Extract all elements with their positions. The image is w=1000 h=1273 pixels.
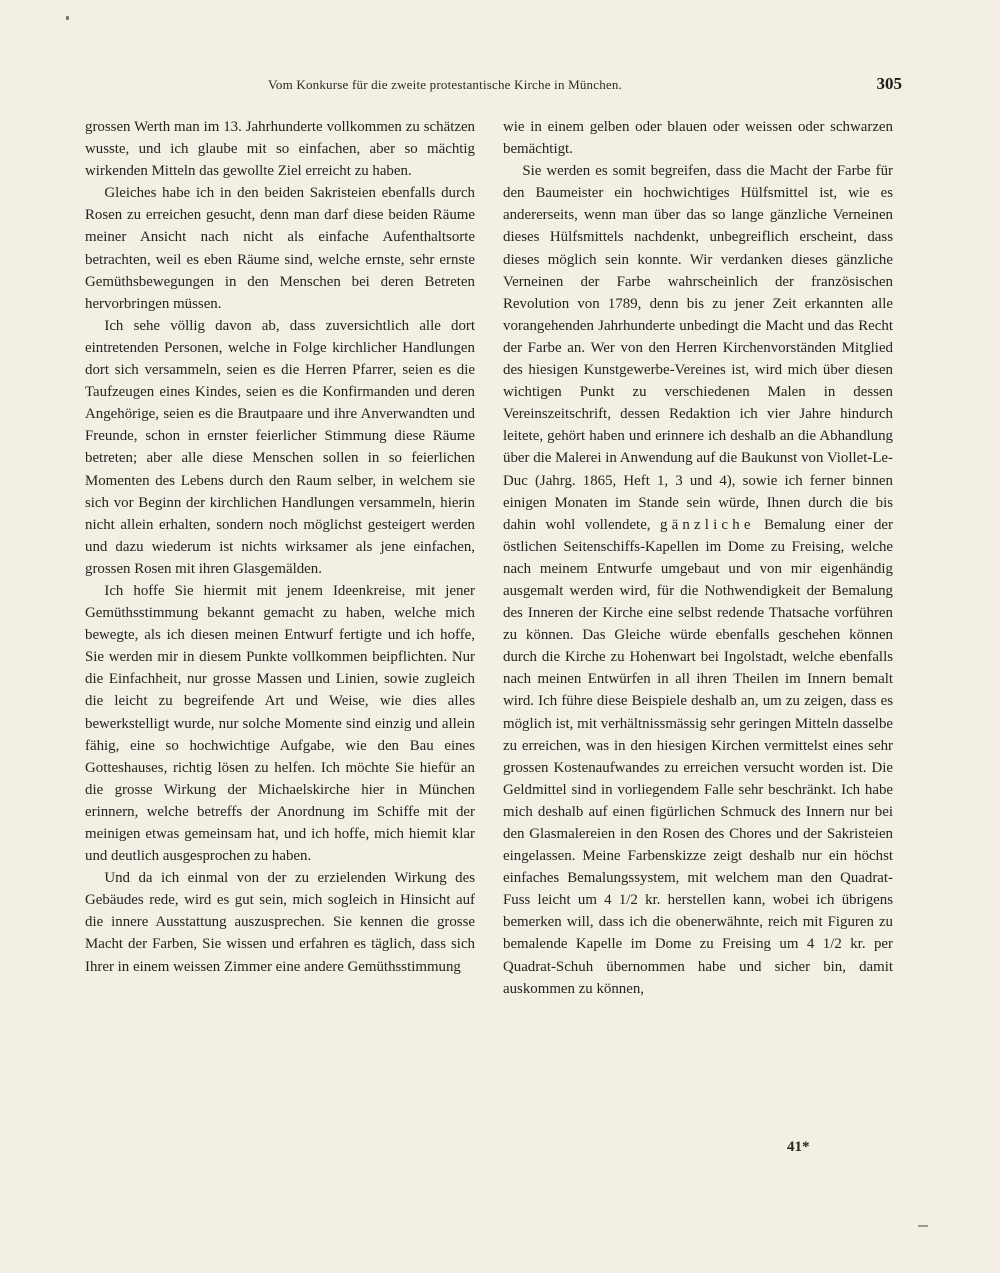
paragraph-text: Sie werden es somit begreifen, dass die Macht der Farbe für den Baumeister ein hochwichtiges Hülfsmittel ist, wie es andererseits, wenn man über das so lange gänzliche Verneinen dieses Hülfsmittels nachdenkt, unbegreiflich erscheint, dass dieses möglich sein konnte. Wir verdanken dieses gänzliche Verneinen der Farbe wahrscheinlich der französischen Revolution von 1789, denn bis zu jener Zeit erkannten alle vorangehenden Jahrhunderte unbedingt die Macht und das Recht der Farbe an. Wer von den Herren Kirchenvorständen Mitglied des hiesigen Kunstgewerbe-Vereines ist, wird mich über diesen wichtigen Punkt zu verschiedenen Malen in dessen Vereinszeitschrift, dessen Redaktion ich vier Jahre hindurch leitete, gehört haben und erinnere ich deshalb an die Abhandlung über die Malerei in Anwendung auf die Baukunst von Viollet-Le-Duc (Jahrg. 1865, Heft 1, 3 und 4), sowie ich ferner binnen einigen Monaten im Stande sein würde, Ihnen durch die bis dahin wohl vollendete, (503, 163, 893, 533)
paper-speck (66, 16, 69, 20)
paragraph: wie in einem gelben oder blauen oder weissen oder schwarzen bemächtigt. (503, 119, 893, 158)
page-number: 305 (876, 74, 902, 93)
spaced-emphasis: gänzliche (660, 516, 755, 533)
paragraph-text: Bemalung einer der östlichen Seitenschiffs-Kapellen im Dome zu Freising, welche nach meinem Entwurfe umgebaut und von mir eigenhändig ausgemalt werden wird, für die Nothwendigkeit der Bemalung des Inneren der Kirche eine selbst redende Thatsache vorführen zu können. Das Gleiche würde ebenfalls geschehen können durch die Kirche zu Hohenwart bei Ingolstadt, welche ebenfalls nach meinen Entwürfen in all ihren Theilen im Innern bemalt wird. Ich führe diese Beispiele deshalb an, um zu zeigen, dass es möglich ist, mit verhältnissmässig sehr geringen Mitteln dasselbe zu erreichen, was in den hiesigen Kirchen vermittelst eines sehr grossen Kostenaufwandes zu erreichen versucht worden ist. Die Geldmittel sind in vorliegendem Falle sehr beschränkt. Ich habe mich deshalb auf einen figürlichen Schmuck des Innern nur bei den Glasmalereien in den Rosen des Chores und der Sakristeien eingelassen. Meine Farbenskizze zeigt deshalb nur ein höchst einfaches Bemalungssystem, mit welchem man den Quadrat-Fuss leicht um 4 1/2 kr. herstellen kann, wobei ich übrigens bemerken will, dass ich die obenerwähnte, reich mit Figuren zu bemalende Kapelle im Dome zu Freising um 4 1/2 kr. per Quadrat-Schuh übernommen habe und sicher bin, damit auskommen zu können, (503, 516, 893, 997)
paragraph (503, 160, 893, 1000)
left-column (85, 116, 475, 978)
paragraph: Gleiches habe ich in den beiden Sakristeien ebenfalls durch Rosen zu erreichen gesucht, denn man darf diese beiden Räume meiner Ansicht nach nicht als einfache Aufenthaltsorte betrachten, weil es eben Räume sind, welche ernste, sehr ernste Gemüthsbewegungen in den Menschen bei deren Betreten hervorbringen müssen. (85, 185, 475, 312)
signature-mark: 41* (787, 1139, 810, 1155)
running-header (250, 74, 902, 102)
paragraph: Und da ich einmal von der zu erzielenden Wirkung des Gebäudes rede, wird es gut sein, mich sogleich in Hinsicht auf die innere Ausstattung auszusprechen. Sie kennen die grosse Macht der Farben, Sie wissen und erfahren es täglich, dass sich Ihrer in einem weissen Zimmer eine andere Gemüthsstimmung (85, 870, 475, 975)
paragraph: Ich sehe völlig davon ab, dass zuversichtlich alle dort eintretenden Personen, welche in Folge kirchlicher Handlungen dort sich versammeln, seien es die Herren Pfarrer, seien es die Taufzeugen eines Kindes, seien es die Konfirmanden und deren Angehörige, seien es die Brautpaare und ihre Anverwandten und Freunde, schon in ernster feierlicher Stimmung diese Räume betreten; aber alle diese Menschen sollen in so feierlichen Momenten des Lebens durch den Raum selber, in welchem sie sich vor Beginn der kirchlichen Handlungen versammeln, hierin nicht allein erhalten, sondern noch möglichst gesteigert werden und dazu wiederum ist nichts wirksamer als jene einfachen, grossen Rosen mit ihren Glasgemälden. (85, 317, 475, 577)
right-column (503, 116, 893, 1000)
paragraph: Ich hoffe Sie hiermit mit jenem Ideenkreise, mit jener Gemüthsstimmung bekannt gemacht zu haben, welche mich bewegte, als ich diesen meinen Entwurf fertigte und ich hoffe, Sie werden mir in diesem Punkte vollkommen beipflichten. Nur die Einfachheit, nur grosse Massen und Linien, sowie zugleich die leicht zu begreifende Art und Weise, wie dies alles bewerkstelligt wurde, nur solche Momente sind einzig und allein fähig, eine so hochwichtige Aufgabe, wie den Bau eines Gotteshauses, richtig lösen zu helfen. Ich möchte Sie hiefür an die grosse Wirkung der Michaelskirche hier in München erinnern, welche betreffs der Anordnung im Schiffe mit der meinigen etwas gemeinsam hat, und ich hoffe, mich hiemit klar und deutlich ausgesprochen zu haben. (85, 582, 475, 865)
margin-mark (918, 1225, 928, 1227)
running-title: Vom Konkurse für die zweite protestantische Kirche in München. (268, 77, 623, 92)
paragraph: grossen Werth man im 13. Jahrhunderte vollkommen zu schätzen wusste, und ich glaube mit so einfachen, aber so mächtig wirkenden Mitteln das gewollte Ziel erreicht zu haben. (85, 119, 475, 180)
